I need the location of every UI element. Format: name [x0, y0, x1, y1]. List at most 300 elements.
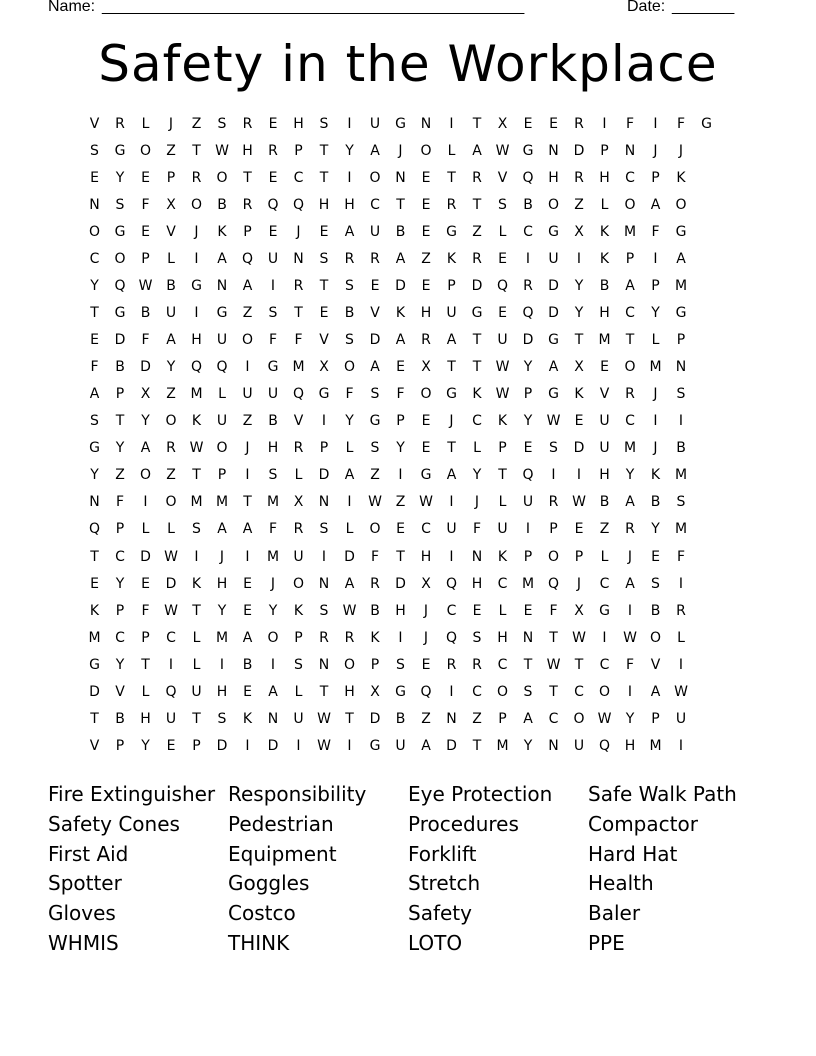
- grid-letter[interactable]: M: [496, 737, 510, 754]
- grid-letter[interactable]: X: [574, 359, 585, 376]
- grid-letter[interactable]: K: [472, 386, 483, 403]
- grid-letter[interactable]: W: [138, 278, 153, 295]
- grid-letter[interactable]: C: [625, 305, 636, 322]
- grid-letter[interactable]: P: [319, 440, 329, 457]
- grid-letter[interactable]: [694, 300, 720, 327]
- grid-letter[interactable]: W: [342, 602, 357, 619]
- grid-letter[interactable]: I: [678, 575, 684, 592]
- grid-letter[interactable]: U: [216, 413, 228, 430]
- grid-letter[interactable]: N: [318, 656, 330, 673]
- grid-letter[interactable]: B: [676, 440, 687, 457]
- grid-letter[interactable]: E: [421, 224, 431, 241]
- grid-letter[interactable]: R: [676, 602, 687, 619]
- grid-letter[interactable]: I: [143, 494, 149, 511]
- grid-letter[interactable]: L: [294, 467, 303, 484]
- grid-letter[interactable]: L: [141, 116, 150, 132]
- grid-letter[interactable]: V: [166, 224, 177, 241]
- grid-letter[interactable]: T: [498, 467, 508, 484]
- grid-letter[interactable]: [694, 706, 720, 733]
- grid-letter[interactable]: M: [649, 359, 663, 376]
- grid-letter[interactable]: E: [523, 440, 533, 457]
- grid-letter[interactable]: P: [498, 710, 508, 727]
- grid-letter[interactable]: S: [370, 386, 380, 403]
- grid-letter[interactable]: T: [192, 710, 202, 727]
- grid-letter[interactable]: A: [370, 359, 381, 376]
- grid-letter[interactable]: R: [472, 656, 483, 673]
- grid-letter[interactable]: S: [268, 305, 278, 322]
- grid-letter[interactable]: F: [268, 521, 278, 538]
- grid-letter[interactable]: U: [242, 386, 254, 403]
- grid-letter[interactable]: H: [216, 683, 228, 700]
- grid-letter[interactable]: [694, 462, 720, 489]
- grid-letter[interactable]: V: [497, 170, 508, 187]
- grid-letter[interactable]: G: [548, 386, 560, 403]
- grid-letter[interactable]: Z: [166, 386, 177, 403]
- grid-letter[interactable]: E: [549, 116, 559, 132]
- grid-letter[interactable]: Y: [625, 710, 635, 727]
- grid-letter[interactable]: Y: [141, 413, 151, 430]
- grid-letter[interactable]: P: [294, 629, 304, 646]
- grid-letter[interactable]: G: [395, 116, 407, 132]
- grid-letter[interactable]: A: [446, 332, 457, 349]
- grid-letter[interactable]: M: [598, 332, 612, 349]
- grid-letter[interactable]: N: [89, 494, 101, 511]
- grid-letter[interactable]: S: [651, 575, 661, 592]
- grid-letter[interactable]: B: [395, 710, 406, 727]
- grid-letter[interactable]: O: [496, 683, 509, 700]
- grid-letter[interactable]: B: [115, 359, 126, 376]
- grid-letter[interactable]: Z: [242, 305, 253, 322]
- grid-letter[interactable]: T: [294, 305, 304, 322]
- grid-letter[interactable]: G: [216, 305, 228, 322]
- grid-letter[interactable]: K: [676, 170, 687, 187]
- grid-letter[interactable]: Y: [625, 467, 635, 484]
- grid-letter[interactable]: V: [115, 683, 126, 700]
- grid-letter[interactable]: R: [344, 629, 355, 646]
- grid-letter[interactable]: O: [241, 332, 254, 349]
- grid-letter[interactable]: Y: [115, 656, 125, 673]
- grid-letter[interactable]: G: [471, 305, 483, 322]
- grid-letter[interactable]: I: [449, 494, 455, 511]
- grid-letter[interactable]: P: [396, 413, 406, 430]
- grid-letter[interactable]: H: [344, 197, 356, 214]
- grid-letter[interactable]: T: [472, 737, 482, 754]
- grid-letter[interactable]: F: [141, 197, 151, 214]
- grid-letter[interactable]: S: [90, 413, 100, 430]
- grid-letter[interactable]: V: [599, 386, 610, 403]
- grid-letter[interactable]: L: [498, 224, 507, 241]
- grid-letter[interactable]: I: [296, 737, 302, 754]
- grid-letter[interactable]: Y: [651, 521, 661, 538]
- grid-letter[interactable]: M: [674, 521, 688, 538]
- grid-letter[interactable]: G: [701, 116, 713, 132]
- grid-letter[interactable]: F: [549, 602, 559, 619]
- grid-letter[interactable]: S: [370, 440, 380, 457]
- grid-letter[interactable]: H: [548, 170, 560, 187]
- grid-letter[interactable]: B: [268, 413, 279, 430]
- grid-letter[interactable]: G: [191, 278, 203, 295]
- grid-letter[interactable]: N: [318, 494, 330, 511]
- grid-letter[interactable]: P: [115, 737, 125, 754]
- grid-letter[interactable]: C: [115, 629, 126, 646]
- grid-letter[interactable]: T: [243, 170, 253, 187]
- grid-letter[interactable]: R: [344, 251, 355, 268]
- grid-letter[interactable]: H: [599, 305, 611, 322]
- grid-letter[interactable]: J: [296, 224, 302, 241]
- grid-letter[interactable]: [694, 165, 720, 192]
- grid-letter[interactable]: I: [321, 413, 327, 430]
- grid-letter[interactable]: L: [600, 548, 609, 565]
- grid-letter[interactable]: O: [573, 710, 586, 727]
- grid-letter[interactable]: P: [600, 143, 610, 160]
- grid-letter[interactable]: Z: [395, 494, 406, 511]
- grid-letter[interactable]: I: [678, 413, 684, 430]
- grid-letter[interactable]: S: [268, 467, 278, 484]
- grid-letter[interactable]: R: [191, 170, 202, 187]
- grid-letter[interactable]: I: [245, 359, 251, 376]
- grid-letter[interactable]: O: [624, 359, 637, 376]
- grid-letter[interactable]: I: [576, 467, 582, 484]
- grid-letter[interactable]: I: [398, 629, 404, 646]
- grid-letter[interactable]: L: [677, 629, 686, 646]
- grid-letter[interactable]: I: [270, 278, 276, 295]
- grid-letter[interactable]: H: [267, 440, 279, 457]
- grid-letter[interactable]: U: [522, 494, 534, 511]
- grid-letter[interactable]: J: [398, 143, 404, 160]
- grid-letter[interactable]: Z: [574, 197, 585, 214]
- grid-letter[interactable]: S: [115, 197, 125, 214]
- grid-letter[interactable]: P: [625, 251, 635, 268]
- grid-letter[interactable]: P: [115, 602, 125, 619]
- grid-letter[interactable]: Q: [292, 197, 305, 214]
- grid-letter[interactable]: V: [650, 656, 661, 673]
- grid-letter[interactable]: Q: [547, 575, 560, 592]
- grid-letter[interactable]: K: [370, 629, 381, 646]
- grid-letter[interactable]: W: [495, 386, 510, 403]
- grid-letter[interactable]: Q: [598, 737, 611, 754]
- grid-letter[interactable]: T: [90, 548, 100, 565]
- grid-letter[interactable]: W: [495, 143, 510, 160]
- grid-letter[interactable]: J: [653, 143, 659, 160]
- grid-letter[interactable]: Y: [345, 143, 355, 160]
- grid-letter[interactable]: A: [217, 521, 228, 538]
- grid-letter[interactable]: X: [140, 386, 151, 403]
- grid-letter[interactable]: T: [192, 467, 202, 484]
- grid-letter[interactable]: E: [396, 359, 406, 376]
- grid-letter[interactable]: J: [168, 116, 174, 132]
- grid-letter[interactable]: I: [398, 467, 404, 484]
- grid-letter[interactable]: O: [369, 521, 382, 538]
- grid-letter[interactable]: F: [625, 656, 635, 673]
- grid-letter[interactable]: A: [650, 683, 661, 700]
- grid-letter[interactable]: T: [549, 683, 559, 700]
- grid-letter[interactable]: L: [218, 386, 227, 403]
- grid-letter[interactable]: O: [420, 386, 433, 403]
- grid-letter[interactable]: D: [369, 710, 381, 727]
- grid-letter[interactable]: M: [190, 494, 204, 511]
- grid-letter[interactable]: L: [141, 683, 150, 700]
- grid-letter[interactable]: P: [370, 656, 380, 673]
- date-blank[interactable]: _______: [672, 0, 735, 15]
- grid-letter[interactable]: U: [497, 332, 509, 349]
- grid-letter[interactable]: G: [395, 683, 407, 700]
- grid-letter[interactable]: H: [318, 197, 330, 214]
- grid-letter[interactable]: V: [370, 305, 381, 322]
- grid-letter[interactable]: F: [268, 332, 278, 349]
- grid-letter[interactable]: R: [446, 656, 457, 673]
- grid-letter[interactable]: U: [216, 332, 228, 349]
- grid-letter[interactable]: V: [293, 413, 304, 430]
- grid-letter[interactable]: I: [576, 251, 582, 268]
- grid-letter[interactable]: A: [472, 143, 483, 160]
- grid-letter[interactable]: Q: [445, 629, 458, 646]
- grid-letter[interactable]: F: [90, 359, 100, 376]
- grid-letter[interactable]: N: [548, 737, 560, 754]
- grid-letter[interactable]: P: [651, 170, 661, 187]
- grid-letter[interactable]: B: [217, 197, 228, 214]
- grid-letter[interactable]: R: [548, 494, 559, 511]
- grid-letter[interactable]: O: [598, 683, 611, 700]
- grid-letter[interactable]: I: [449, 548, 455, 565]
- grid-letter[interactable]: D: [573, 143, 585, 160]
- grid-letter[interactable]: C: [625, 170, 636, 187]
- grid-letter[interactable]: E: [600, 359, 610, 376]
- grid-letter[interactable]: P: [676, 332, 686, 349]
- grid-letter[interactable]: X: [370, 683, 381, 700]
- grid-letter[interactable]: E: [166, 737, 176, 754]
- grid-letter[interactable]: H: [420, 305, 432, 322]
- grid-letter[interactable]: Y: [345, 413, 355, 430]
- grid-letter[interactable]: I: [194, 548, 200, 565]
- grid-letter[interactable]: Q: [522, 305, 535, 322]
- grid-letter[interactable]: E: [651, 548, 661, 565]
- grid-letter[interactable]: X: [421, 575, 432, 592]
- grid-letter[interactable]: O: [139, 467, 152, 484]
- grid-letter[interactable]: E: [268, 224, 278, 241]
- grid-letter[interactable]: [694, 138, 720, 165]
- grid-letter[interactable]: W: [164, 602, 179, 619]
- grid-letter[interactable]: T: [472, 332, 482, 349]
- grid-letter[interactable]: T: [192, 143, 202, 160]
- grid-letter[interactable]: A: [421, 737, 432, 754]
- grid-letter[interactable]: Z: [472, 710, 483, 727]
- grid-letter[interactable]: Y: [651, 305, 661, 322]
- grid-letter[interactable]: C: [497, 656, 508, 673]
- grid-letter[interactable]: F: [294, 332, 304, 349]
- grid-letter[interactable]: L: [498, 602, 507, 619]
- grid-letter[interactable]: M: [215, 494, 229, 511]
- grid-letter[interactable]: I: [627, 602, 633, 619]
- grid-letter[interactable]: C: [421, 521, 432, 538]
- grid-letter[interactable]: T: [319, 683, 329, 700]
- grid-letter[interactable]: Q: [88, 521, 101, 538]
- grid-letter[interactable]: C: [599, 656, 610, 673]
- grid-letter[interactable]: G: [369, 737, 381, 754]
- grid-letter[interactable]: E: [498, 305, 508, 322]
- grid-letter[interactable]: G: [548, 332, 560, 349]
- grid-letter[interactable]: D: [548, 305, 560, 322]
- grid-letter[interactable]: R: [242, 116, 253, 132]
- grid-letter[interactable]: M: [674, 278, 688, 295]
- grid-letter[interactable]: X: [497, 116, 508, 132]
- grid-letter[interactable]: A: [166, 332, 177, 349]
- grid-letter[interactable]: O: [343, 359, 356, 376]
- grid-letter[interactable]: L: [498, 494, 507, 511]
- grid-letter[interactable]: O: [216, 170, 229, 187]
- grid-letter[interactable]: F: [370, 548, 380, 565]
- grid-letter[interactable]: R: [242, 197, 253, 214]
- grid-letter[interactable]: K: [599, 224, 610, 241]
- grid-letter[interactable]: Y: [90, 467, 100, 484]
- grid-letter[interactable]: B: [523, 197, 534, 214]
- grid-letter[interactable]: R: [293, 521, 304, 538]
- grid-letter[interactable]: P: [217, 467, 227, 484]
- grid-letter[interactable]: X: [319, 359, 330, 376]
- grid-letter[interactable]: Y: [472, 467, 482, 484]
- grid-letter[interactable]: H: [140, 710, 152, 727]
- grid-letter[interactable]: N: [89, 197, 101, 214]
- grid-letter[interactable]: C: [370, 197, 381, 214]
- grid-letter[interactable]: A: [395, 251, 406, 268]
- grid-letter[interactable]: T: [472, 359, 482, 376]
- grid-letter[interactable]: I: [627, 683, 633, 700]
- grid-letter[interactable]: Q: [292, 386, 305, 403]
- grid-letter[interactable]: Y: [166, 359, 176, 376]
- grid-letter[interactable]: L: [600, 197, 609, 214]
- grid-letter[interactable]: H: [293, 116, 305, 132]
- grid-letter[interactable]: Y: [523, 737, 533, 754]
- grid-letter[interactable]: G: [369, 413, 381, 430]
- grid-letter[interactable]: E: [574, 413, 584, 430]
- grid-letter[interactable]: H: [216, 575, 228, 592]
- grid-letter[interactable]: P: [651, 278, 661, 295]
- grid-letter[interactable]: E: [90, 575, 100, 592]
- grid-letter[interactable]: E: [243, 602, 253, 619]
- grid-letter[interactable]: E: [268, 170, 278, 187]
- grid-letter[interactable]: Y: [115, 575, 125, 592]
- grid-letter[interactable]: W: [546, 413, 561, 430]
- grid-letter[interactable]: T: [396, 197, 406, 214]
- grid-letter[interactable]: I: [194, 305, 200, 322]
- grid-letter[interactable]: A: [344, 224, 355, 241]
- grid-letter[interactable]: D: [114, 332, 126, 349]
- grid-letter[interactable]: B: [599, 494, 610, 511]
- grid-letter[interactable]: H: [242, 143, 254, 160]
- grid-letter[interactable]: J: [270, 575, 276, 592]
- grid-letter[interactable]: I: [678, 737, 684, 754]
- grid-letter[interactable]: U: [599, 440, 611, 457]
- grid-letter[interactable]: D: [344, 548, 356, 565]
- grid-letter[interactable]: M: [266, 494, 280, 511]
- grid-letter[interactable]: O: [649, 629, 662, 646]
- grid-letter[interactable]: P: [115, 521, 125, 538]
- grid-letter[interactable]: W: [189, 440, 204, 457]
- grid-letter[interactable]: L: [473, 440, 482, 457]
- grid-letter[interactable]: G: [89, 656, 101, 673]
- grid-letter[interactable]: P: [166, 170, 176, 187]
- grid-letter[interactable]: Y: [268, 602, 278, 619]
- grid-letter[interactable]: L: [345, 440, 354, 457]
- grid-letter[interactable]: Q: [267, 197, 280, 214]
- grid-letter[interactable]: J: [245, 440, 251, 457]
- grid-letter[interactable]: E: [90, 332, 100, 349]
- grid-letter[interactable]: L: [294, 683, 303, 700]
- grid-letter[interactable]: N: [446, 710, 458, 727]
- grid-letter[interactable]: B: [395, 224, 406, 241]
- grid-letter[interactable]: F: [345, 386, 355, 403]
- grid-letter[interactable]: U: [165, 710, 177, 727]
- grid-letter[interactable]: H: [471, 575, 483, 592]
- grid-letter[interactable]: N: [395, 170, 407, 187]
- grid-letter[interactable]: M: [623, 224, 637, 241]
- grid-letter[interactable]: Q: [445, 575, 458, 592]
- grid-letter[interactable]: S: [523, 683, 533, 700]
- grid-letter[interactable]: W: [572, 629, 587, 646]
- grid-letter[interactable]: S: [90, 143, 100, 160]
- grid-letter[interactable]: R: [574, 170, 585, 187]
- grid-letter[interactable]: G: [420, 467, 432, 484]
- grid-letter[interactable]: U: [267, 251, 279, 268]
- grid-letter[interactable]: P: [574, 548, 584, 565]
- grid-letter[interactable]: K: [650, 467, 661, 484]
- grid-letter[interactable]: I: [525, 251, 531, 268]
- grid-letter[interactable]: M: [190, 386, 204, 403]
- grid-letter[interactable]: D: [165, 575, 177, 592]
- grid-letter[interactable]: A: [625, 575, 636, 592]
- grid-letter[interactable]: D: [573, 440, 585, 457]
- grid-letter[interactable]: O: [139, 143, 152, 160]
- grid-letter[interactable]: M: [521, 575, 535, 592]
- grid-letter[interactable]: S: [498, 197, 508, 214]
- grid-letter[interactable]: E: [421, 197, 431, 214]
- grid-letter[interactable]: F: [676, 116, 686, 132]
- grid-letter[interactable]: A: [650, 197, 661, 214]
- grid-letter[interactable]: A: [344, 467, 355, 484]
- grid-letter[interactable]: O: [190, 197, 203, 214]
- grid-letter[interactable]: S: [192, 521, 202, 538]
- grid-letter[interactable]: O: [165, 413, 178, 430]
- grid-letter[interactable]: Q: [522, 170, 535, 187]
- grid-letter[interactable]: M: [215, 629, 229, 646]
- grid-letter[interactable]: [694, 652, 720, 679]
- grid-letter[interactable]: V: [319, 332, 330, 349]
- grid-letter[interactable]: T: [472, 197, 482, 214]
- grid-letter[interactable]: F: [396, 386, 406, 403]
- grid-letter[interactable]: S: [217, 116, 227, 132]
- grid-letter[interactable]: K: [574, 386, 585, 403]
- grid-letter[interactable]: I: [347, 116, 353, 132]
- grid-letter[interactable]: S: [676, 494, 686, 511]
- grid-letter[interactable]: H: [395, 602, 407, 619]
- grid-letter[interactable]: P: [447, 278, 457, 295]
- grid-letter[interactable]: Q: [496, 278, 509, 295]
- grid-letter[interactable]: G: [675, 305, 687, 322]
- grid-letter[interactable]: R: [472, 251, 483, 268]
- grid-letter[interactable]: G: [446, 224, 458, 241]
- grid-letter[interactable]: I: [270, 656, 276, 673]
- grid-letter[interactable]: I: [449, 683, 455, 700]
- grid-letter[interactable]: Y: [90, 278, 100, 295]
- grid-letter[interactable]: A: [548, 359, 559, 376]
- grid-letter[interactable]: S: [345, 278, 355, 295]
- grid-letter[interactable]: F: [472, 521, 482, 538]
- grid-letter[interactable]: B: [650, 602, 661, 619]
- grid-letter[interactable]: T: [447, 440, 457, 457]
- grid-letter[interactable]: N: [267, 710, 279, 727]
- grid-letter[interactable]: L: [447, 143, 456, 160]
- grid-letter[interactable]: E: [421, 656, 431, 673]
- grid-letter[interactable]: [694, 516, 720, 543]
